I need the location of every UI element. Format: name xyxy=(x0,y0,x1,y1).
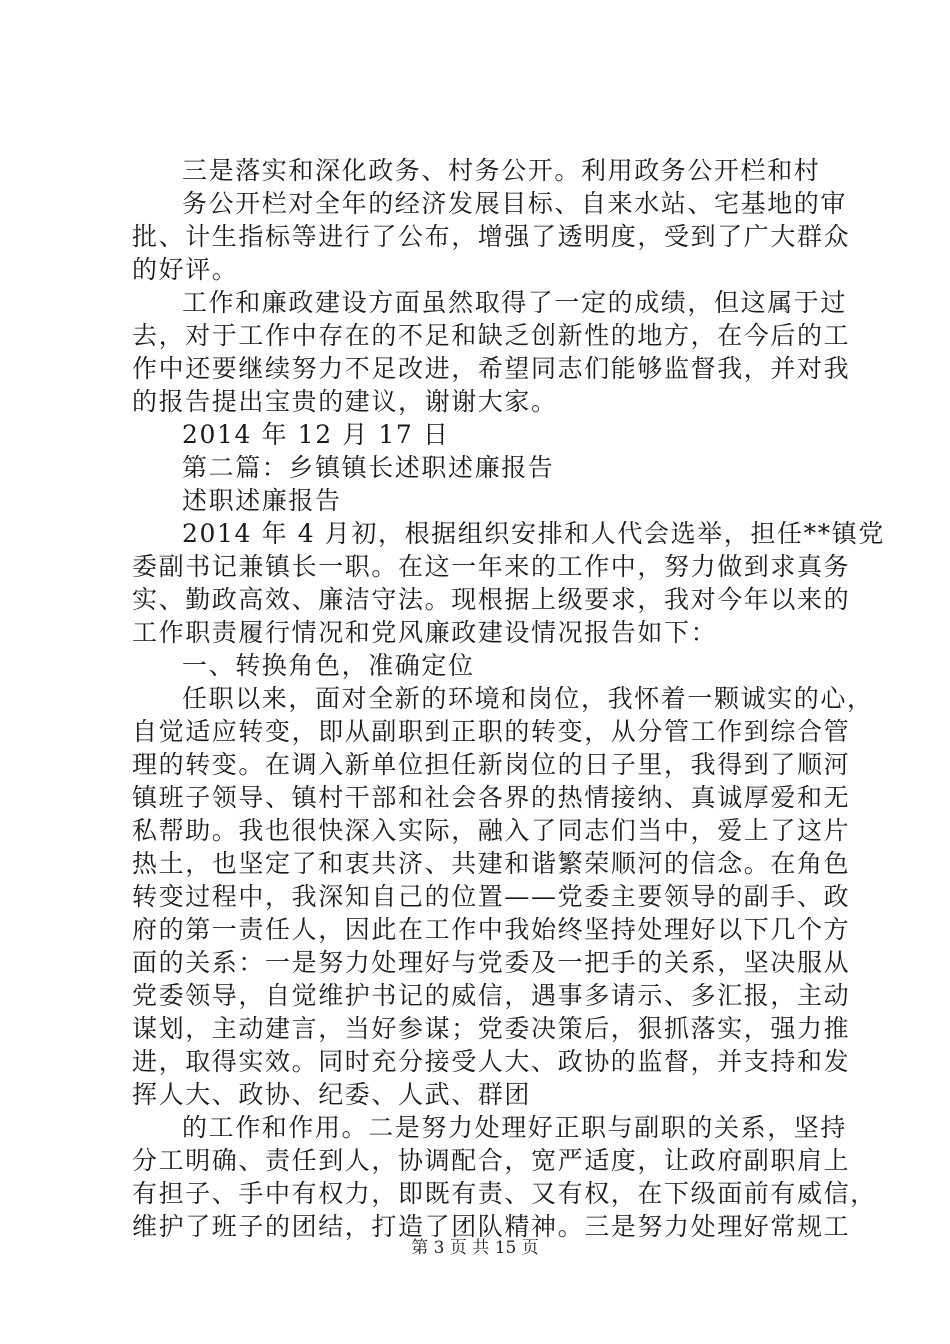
text-line: 务公开栏对全年的经济发展目标、自来水站、宅基地的审 xyxy=(182,189,848,218)
text-line: 实、勤政高效、廉洁守法。现根据上级要求，我对今年以来的 xyxy=(132,585,851,614)
text-line: 的好评。 xyxy=(132,255,239,284)
text-line: 自觉适应转变，即从副职到正职的转变，从分管工作到综合管 xyxy=(132,717,851,746)
text-line: 的工作和作用。二是努力处理好正职与副职的关系，坚持 xyxy=(182,1113,848,1142)
text-line: 挥人大、政协、纪委、人武、群团 xyxy=(132,1080,532,1109)
text-line: 三是落实和深化政务、村务公开。利用政务公开栏和村 xyxy=(182,156,821,185)
text-line: 有担子、手中有权力，即既有责、又有权，在下级面前有威信， xyxy=(132,1179,877,1208)
date-line: 2014 年 12 月 17 日 xyxy=(182,420,450,449)
report-title: 述职述廉报告 xyxy=(182,486,342,515)
text-line: 分工明确、责任到人，协调配合，宽严适度，让政府副职肩上 xyxy=(132,1146,851,1175)
text-line: 府的第一责任人，因此在工作中我始终坚持处理好以下几个方 xyxy=(132,915,851,944)
text-line: 私帮助。我也很快深入实际，融入了同志们当中，爱上了这片 xyxy=(132,816,851,845)
text-line: 党委领导，自觉维护书记的威信，遇事多请示、多汇报，主动 xyxy=(132,981,851,1010)
text-line: 工作和廉政建设方面虽然取得了一定的成绩，但这属于过 xyxy=(182,288,848,317)
text-line: 维护了班子的团结，打造了团队精神。三是努力处理好常规工 xyxy=(132,1212,851,1241)
text-line: 作中还要继续努力不足改进，希望同志们能够监督我，并对我 xyxy=(132,354,851,383)
text-line: 转变过程中，我深知自己的位置——党委主要领导的副手、政 xyxy=(132,882,851,911)
text-line: 工作职责履行情况和党风廉政建设情况报告如下： xyxy=(132,618,718,647)
text-line: 面的关系：一是努力处理好与党委及一把手的关系，坚决服从 xyxy=(132,948,851,977)
text-line: 理的转变。在调入新单位担任新岗位的日子里，我得到了顺河 xyxy=(132,750,851,779)
text-line: 批、计生指标等进行了公布，增强了透明度，受到了广大群众 xyxy=(132,222,851,251)
document-body xyxy=(132,154,885,1243)
text-line: 2014 年 4 月初，根据组织安排和人代会选举，担任**镇党 xyxy=(182,519,885,548)
text-line: 谋划，主动建言，当好参谋；党委决策后，狠抓落实，强力推 xyxy=(132,1014,851,1043)
text-line: 镇班子领导、镇村干部和社会各界的热情接纳、真诚厚爱和无 xyxy=(132,783,851,812)
subsection-heading: 一、转换角色，准确定位 xyxy=(182,651,475,680)
text-line: 进，取得实效。同时充分接受人大、政协的监督，并支持和发 xyxy=(132,1047,851,1076)
page-number-footer: 第 3 页 共 15 页 xyxy=(411,1238,539,1258)
text-line: 去，对于工作中存在的不足和缺乏创新性的地方，在今后的工 xyxy=(132,321,851,350)
text-line: 热土，也坚定了和衷共济、共建和谐繁荣顺河的信念。在角色 xyxy=(132,849,851,878)
text-line: 的报告提出宝贵的建议，谢谢大家。 xyxy=(132,387,558,416)
text-line: 委副书记兼镇长一职。在这一年来的工作中，努力做到求真务 xyxy=(132,552,851,581)
text-line: 任职以来，面对全新的环境和岗位，我怀着一颗诚实的心， xyxy=(182,684,874,713)
section-heading: 第二篇：乡镇镇长述职述廉报告 xyxy=(182,453,555,482)
